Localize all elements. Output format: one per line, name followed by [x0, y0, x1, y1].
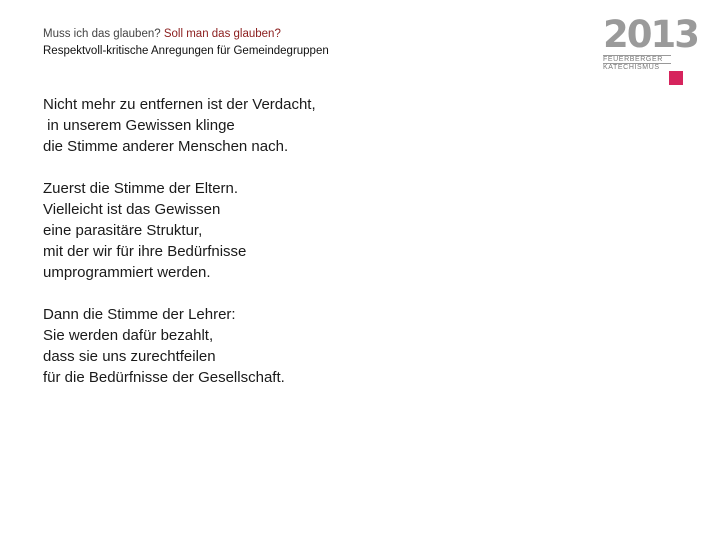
stanza-line: Zuerst die Stimme der Eltern.	[43, 180, 239, 197]
stanza-3	[43, 304, 316, 388]
header-title	[43, 26, 329, 43]
stanza-1	[43, 94, 316, 157]
stanza-line: umprogrammiert werden.	[43, 264, 211, 281]
logo	[603, 13, 698, 71]
logo-line-2: KATECHISMUS	[603, 63, 671, 72]
slide-header	[43, 26, 329, 60]
stanza-line: Sie werden dafür bezahlt,	[43, 327, 214, 344]
stanza-line: eine parasitäre Struktur,	[43, 222, 203, 239]
stanza-line: für die Bedürfnisse der Gesellschaft.	[43, 369, 285, 386]
stanza-line: mit der wir für ihre Bedürfnisse	[43, 243, 247, 260]
stanza-2	[43, 178, 316, 283]
stanza-line: Vielleicht ist das Gewissen	[43, 201, 221, 218]
header-question-2: Soll man das glauben?	[163, 28, 281, 40]
stanza-line: in unserem Gewissen klinge	[43, 117, 235, 134]
stanza-line: Nicht mehr zu entfernen ist der Verdacht,	[43, 96, 316, 113]
stanza-line: Dann die Stimme der Lehrer:	[43, 306, 236, 323]
logo-year: 2013	[603, 13, 698, 56]
poem-text	[43, 94, 316, 409]
header-subtitle: Respektvoll-kritische Anregungen für Gemeindegruppen	[43, 45, 329, 57]
logo-line-1: FEUERBERGER	[603, 55, 671, 64]
stanza-line: dass sie uns zurechtfeilen	[43, 348, 216, 365]
header-question-1: Muss ich das glauben?	[43, 28, 161, 40]
stanza-line: die Stimme anderer Menschen nach.	[43, 138, 289, 155]
logo-accent-square	[669, 71, 683, 85]
